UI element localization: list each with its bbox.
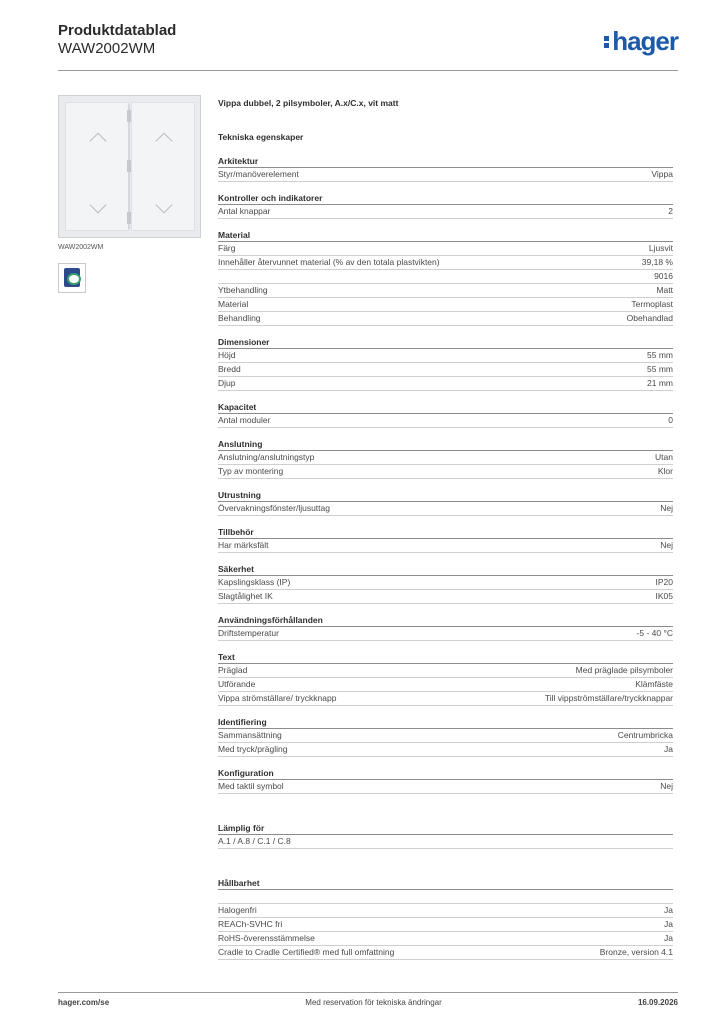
spec-section (218, 821, 673, 849)
spec-row (218, 298, 673, 312)
spec-section (218, 525, 673, 553)
section-title: Säkerhet (218, 562, 673, 576)
spec-row (218, 414, 673, 428)
spec-row (218, 743, 673, 757)
spec-label: Cradle to Cradle Certified® med full omfattning (218, 947, 395, 957)
spec-label: Styr/manöverelement (218, 169, 299, 179)
spec-row (218, 918, 673, 932)
spec-section (218, 650, 673, 706)
spec-value: 39,18 % (641, 257, 673, 267)
spec-section (218, 715, 673, 757)
spec-value: Ja (664, 933, 673, 943)
spec-row (218, 205, 673, 219)
spec-label: Typ av montering (218, 466, 284, 476)
spec-section (218, 488, 673, 516)
section-title: Utrustning (218, 488, 673, 502)
spec-value: Klor (657, 466, 673, 476)
spec-label: Färg (218, 243, 236, 253)
spec-value: 0 (668, 415, 673, 425)
spec-row (218, 890, 673, 904)
section-title: Kapacitet (218, 400, 673, 414)
spec-label: Behandling (218, 313, 261, 323)
spec-section (218, 400, 673, 428)
spec-row (218, 465, 673, 479)
rocker-right (131, 102, 195, 231)
spec-row (218, 256, 673, 270)
spec-value: Nej (660, 781, 673, 791)
spec-label: A.1 / A.8 / C.1 / C.8 (218, 836, 291, 846)
spec-row (218, 729, 673, 743)
spec-label: Har märksfält (218, 540, 269, 550)
product-description: Vippa dubbel, 2 pilsymboler, A.x/C.x, vit matt (218, 98, 399, 108)
spec-row (218, 692, 673, 706)
certification-badge-icon (58, 263, 86, 293)
spec-value: Till vippströmställare/tryckknappar (544, 693, 673, 703)
section-title: Anslutning (218, 437, 673, 451)
spec-section (218, 562, 673, 604)
spec-value: IK05 (655, 591, 673, 601)
spec-sections (218, 154, 673, 794)
spec-label: Ytbehandling (218, 285, 268, 295)
rocker-divider (128, 104, 130, 229)
spec-label: Anslutning/anslutningstyp (218, 452, 315, 462)
product-code: WAW2002WM (58, 40, 156, 57)
spec-value: 2 (668, 206, 673, 216)
spec-label: RoHS-överensstämmelse (218, 933, 315, 943)
spec-value: Utan (655, 452, 673, 462)
spec-row (218, 377, 673, 391)
spec-value: 21 mm (647, 378, 673, 388)
section-title: Hållbarhet (218, 876, 673, 890)
product-image (58, 95, 201, 238)
arrow-up-icon (90, 133, 107, 150)
spec-section (218, 766, 673, 794)
spec-value: Centrumbricka (617, 730, 673, 740)
logo-wordmark: hager (612, 26, 678, 56)
spec-label: Halogenfri (218, 905, 257, 915)
footer-website[interactable]: hager.com/se (58, 998, 110, 1007)
spec-value: Ja (664, 744, 673, 754)
header-divider (58, 70, 678, 71)
footer-date: 16.09.2026 (637, 998, 678, 1007)
section-title: Konfiguration (218, 766, 673, 780)
main-section-title: Tekniska egenskaper (218, 132, 304, 142)
logo-dots-icon (604, 36, 609, 48)
spec-row (218, 168, 673, 182)
spec-value: Matt (656, 285, 673, 295)
spec-row (218, 349, 673, 363)
spec-row (218, 932, 673, 946)
spec-value: Klämfäste (635, 679, 673, 689)
spec-row (218, 539, 673, 553)
spec-value: 55 mm (647, 364, 673, 374)
spec-value: Med präglade pilsymboler (575, 665, 673, 675)
spec-row (218, 835, 673, 849)
image-caption: WAW2002WM (58, 244, 104, 251)
spec-value: Ja (664, 919, 673, 929)
spec-value: Termoplast (631, 299, 673, 309)
rocker-left (65, 102, 129, 231)
spec-label: Material (218, 299, 249, 309)
arrow-up-icon (156, 133, 173, 150)
page-header (58, 22, 678, 58)
spec-label: Höjd (218, 350, 236, 360)
spec-row (218, 312, 673, 326)
spec-value: Nej (660, 540, 673, 550)
footer-divider (58, 992, 678, 993)
spec-row (218, 270, 673, 284)
spec-section (218, 876, 673, 960)
spec-content (218, 96, 673, 969)
section-title: Dimensioner (218, 335, 673, 349)
sustainability-section (218, 876, 673, 960)
spec-section (218, 613, 673, 641)
arrow-down-icon (90, 197, 107, 214)
suitable-for-section (218, 821, 673, 849)
spec-value: Ljusvit (648, 243, 673, 253)
spec-section (218, 191, 673, 219)
section-title: Identifiering (218, 715, 673, 729)
spec-value: Vippa (651, 169, 673, 179)
spec-row (218, 590, 673, 604)
spec-row (218, 946, 673, 960)
section-title: Användningsförhållanden (218, 613, 673, 627)
section-title: Kontroller och indikatorer (218, 191, 673, 205)
spec-value: -5 - 40 °C (636, 628, 673, 638)
spec-label: Slagtålighet IK (218, 591, 273, 601)
spec-row (218, 576, 673, 590)
footer-notice: Med reservation för tekniska ändringar (305, 998, 442, 1007)
section-title: Tillbehör (218, 525, 673, 539)
spec-label: Med taktil symbol (218, 781, 284, 791)
spec-value: IP20 (655, 577, 673, 587)
spec-label: Antal moduler (218, 415, 271, 425)
spec-row (218, 451, 673, 465)
spec-label: Präglad (218, 665, 248, 675)
section-title: Text (218, 650, 673, 664)
spec-value: Nej (660, 503, 673, 513)
section-title: Arkitektur (218, 154, 673, 168)
spec-label: Med tryck/prägling (218, 744, 288, 754)
spec-label: Djup (218, 378, 236, 388)
spec-value: 55 mm (647, 350, 673, 360)
spec-row (218, 284, 673, 298)
spec-label: Kapslingsklass (IP) (218, 577, 291, 587)
page-title: Produktdatablad (58, 22, 177, 39)
spec-label: Utförande (218, 679, 256, 689)
spec-label: Bredd (218, 364, 241, 374)
spec-row (218, 363, 673, 377)
spec-value: Bronze, version 4.1 (599, 947, 673, 957)
spec-section (218, 154, 673, 182)
spec-value: 9016 (654, 271, 673, 281)
spec-label: Innehåller återvunnet material (% av den totala plastvikten) (218, 257, 440, 267)
spec-row (218, 780, 673, 794)
spec-value: Obehandlad (626, 313, 673, 323)
hager-logo (604, 28, 678, 58)
spec-label: Övervakningsfönster/ljusuttag (218, 503, 330, 513)
spec-row (218, 904, 673, 918)
arrow-down-icon (156, 197, 173, 214)
section-title: Material (218, 228, 673, 242)
spec-label: Antal knappar (218, 206, 271, 216)
section-title: Lämplig för (218, 821, 673, 835)
spec-label: Sammansättning (218, 730, 282, 740)
spec-row (218, 664, 673, 678)
spec-label: Driftstemperatur (218, 628, 279, 638)
spec-row (218, 678, 673, 692)
spec-section (218, 335, 673, 391)
spec-row (218, 627, 673, 641)
spec-section (218, 437, 673, 479)
spec-row (218, 242, 673, 256)
spec-label: REACh-SVHC fri (218, 919, 283, 929)
page-footer (58, 998, 678, 1007)
spec-label: Vippa strömställare/ tryckknapp (218, 693, 337, 703)
spec-value: Ja (664, 905, 673, 915)
spec-row (218, 502, 673, 516)
spec-section (218, 228, 673, 326)
